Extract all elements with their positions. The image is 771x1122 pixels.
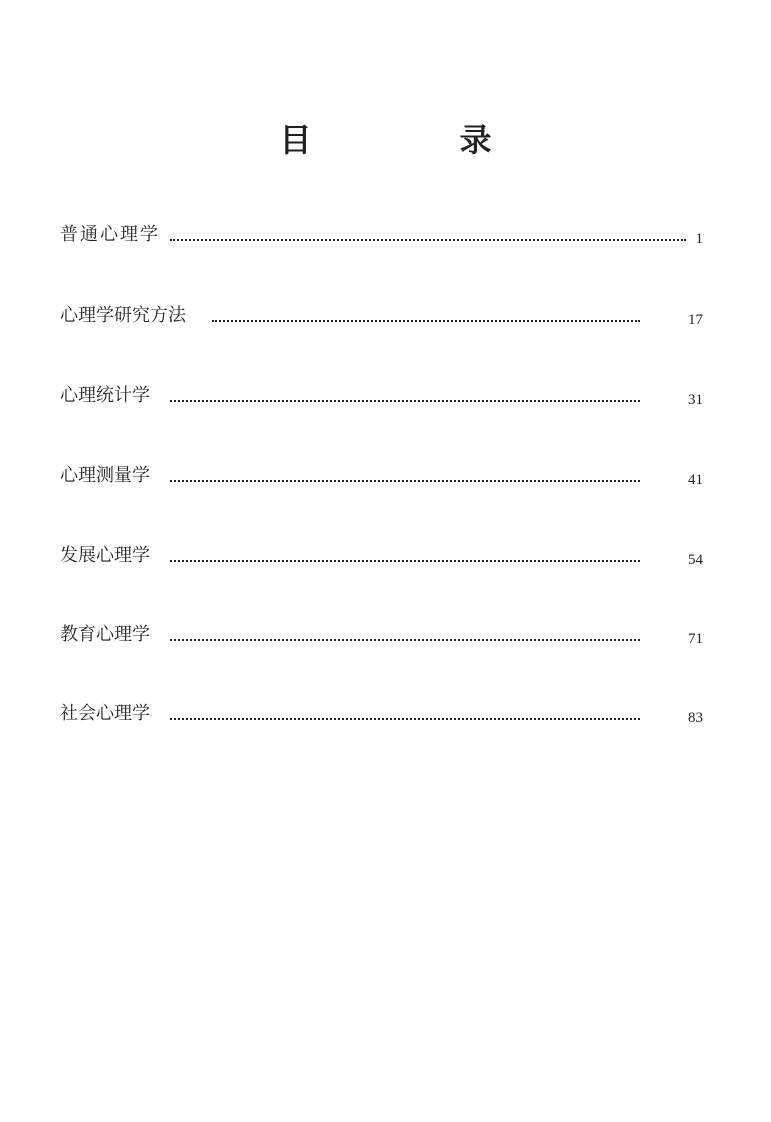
toc-entry-page: 54 — [688, 552, 703, 568]
toc-entry-page: 71 — [688, 631, 703, 647]
toc-entry-statistics[interactable] — [60, 379, 710, 413]
toc-leader-dots — [170, 639, 640, 641]
toc-entry-label: 心理测量学 — [60, 465, 150, 486]
toc-entry-page: 17 — [688, 312, 703, 328]
toc-entry-developmental[interactable] — [60, 539, 710, 573]
toc-leader-dots — [170, 239, 686, 241]
toc-entry-label: 普通心理学 — [60, 224, 160, 245]
toc-leader-dots — [170, 560, 640, 562]
toc-entry-page: 1 — [695, 231, 703, 247]
toc-entry-research-methods[interactable] — [60, 299, 710, 333]
page-title: 目 录 — [279, 121, 550, 159]
toc-entry-label: 社会心理学 — [60, 703, 150, 724]
toc-entry-general-psychology[interactable] — [60, 218, 710, 252]
toc-leader-dots — [170, 400, 640, 402]
toc-entry-page: 31 — [688, 392, 703, 408]
toc-entry-educational[interactable] — [60, 618, 710, 652]
toc-entry-label: 发展心理学 — [60, 545, 150, 566]
toc-entry-page: 83 — [688, 710, 703, 726]
toc-entry-social[interactable] — [60, 697, 710, 731]
toc-entry-label: 心理统计学 — [60, 385, 150, 406]
toc-entry-label: 心理学研究方法 — [60, 305, 186, 326]
toc-leader-dots — [170, 480, 640, 482]
toc-leader-dots — [170, 718, 640, 720]
toc-leader-dots — [212, 320, 640, 322]
toc-entry-label: 教育心理学 — [60, 624, 150, 645]
toc-entry-page: 41 — [688, 472, 703, 488]
toc-entry-measurement[interactable] — [60, 459, 710, 493]
